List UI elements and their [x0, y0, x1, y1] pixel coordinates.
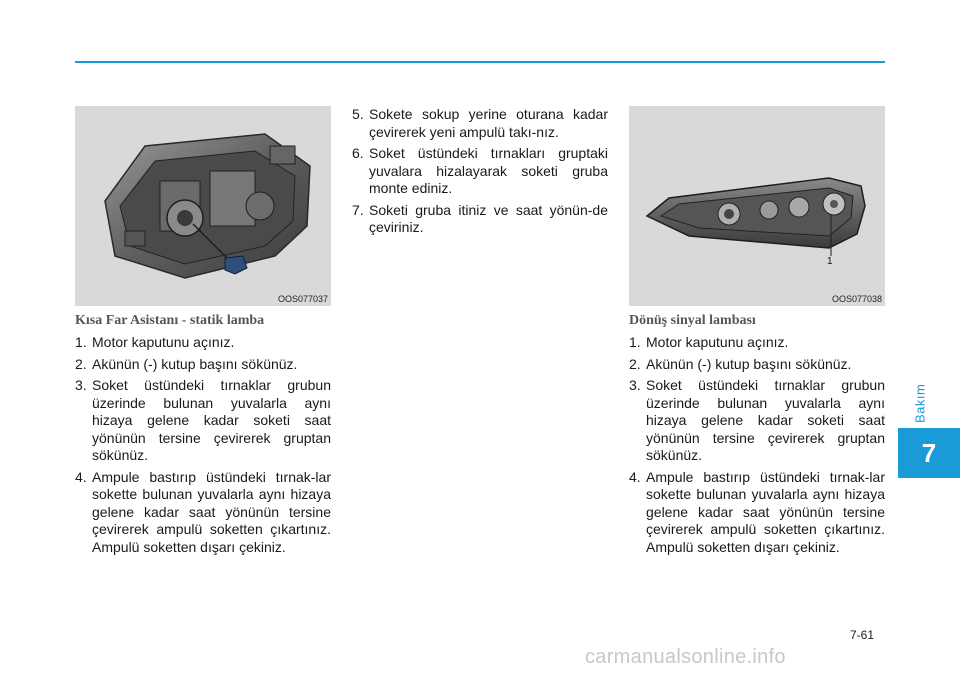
turn-signal-illustration	[629, 106, 885, 306]
list-item	[75, 334, 331, 352]
step-number: 5.	[352, 106, 364, 122]
step-text: Soket üstündeki tırnakları gruptaki yuvalara hizalayarak soketi gruba monte ediniz.	[369, 145, 608, 196]
step-number: 6.	[352, 145, 364, 161]
step-number: 4.	[75, 468, 87, 485]
list-item	[352, 202, 608, 237]
step-number: 1.	[629, 334, 641, 350]
list-item	[75, 356, 331, 374]
step-text: Motor kaputunu açınız.	[92, 334, 235, 350]
steps-list	[629, 334, 885, 560]
step-text: Akünün (-) kutup başını sökünüz.	[92, 355, 298, 372]
figure-code: OOS077037	[277, 294, 328, 304]
watermark[interactable]: carmanualsonline.info	[585, 646, 786, 668]
step-text: Sokete sokup yerine oturana kadar çevirerek yeni ampulü takı-nız.	[369, 106, 608, 140]
step-number: 1.	[75, 334, 87, 350]
page-number: 7-61	[850, 628, 875, 642]
chapter-tab[interactable]	[898, 428, 960, 478]
headlamp-illustration	[75, 106, 331, 306]
step-text: Soketi gruba itiniz ve saat yönün-de çeviriniz.	[369, 201, 608, 235]
list-item	[629, 469, 885, 557]
turn-signal-figure	[629, 106, 885, 306]
list-item	[629, 377, 885, 465]
list-item	[352, 106, 608, 141]
steps-list	[75, 334, 331, 560]
steps-list	[352, 106, 608, 241]
step-number: 2.	[75, 355, 87, 372]
section-title: Kısa Far Asistanı - statik lamba	[75, 313, 265, 328]
step-text: Ampule bastırıp üstündeki tırnak-lar sokette bulunan yuvalarla aynı hizaya gelene kadar saat yönünün tersine çevirerek ampulü soketten çıkartınız. Ampulü soketten dışarı çekiniz.	[646, 468, 885, 555]
list-item	[75, 469, 331, 557]
step-text: Soket üstündeki tırnaklar grubun üzerinde bulunan yuvalarla aynı hizaya gelene kadar soketi saat yönünün tersine çevirerek gruptan sökünüz.	[646, 377, 885, 463]
list-item	[629, 356, 885, 374]
chapter-label: Bakım	[912, 383, 928, 423]
step-number: 3.	[629, 377, 641, 393]
list-item	[352, 145, 608, 198]
figure-code: OOS077038	[831, 294, 882, 304]
top-rule	[75, 61, 885, 63]
step-number: 4.	[629, 468, 641, 485]
step-text: Motor kaputunu açınız.	[646, 334, 789, 350]
headlamp-figure	[75, 106, 331, 306]
step-text: Soket üstündeki tırnaklar grubun üzerinde bulunan yuvalarla aynı hizaya gelene kadar soketi saat yönünün tersine çevirerek gruptan sökünüz.	[92, 377, 331, 463]
step-number: 2.	[629, 355, 641, 372]
chapter-number: 7	[921, 437, 937, 468]
section-title: Dönüş sinyal lambası	[629, 313, 756, 328]
step-number: 3.	[75, 377, 87, 393]
list-item	[75, 377, 331, 465]
step-number: 7.	[352, 201, 364, 218]
callout-number: 1	[827, 256, 833, 267]
step-text: Ampule bastırıp üstündeki tırnak-lar sokette bulunan yuvalarla aynı hizaya gelene kadar saat yönünün tersine çevirerek ampulü soketten çıkartınız. Ampulü soketten dışarı çekiniz.	[92, 468, 331, 555]
step-text: Akünün (-) kutup başını sökünüz.	[646, 355, 852, 372]
list-item	[629, 334, 885, 352]
